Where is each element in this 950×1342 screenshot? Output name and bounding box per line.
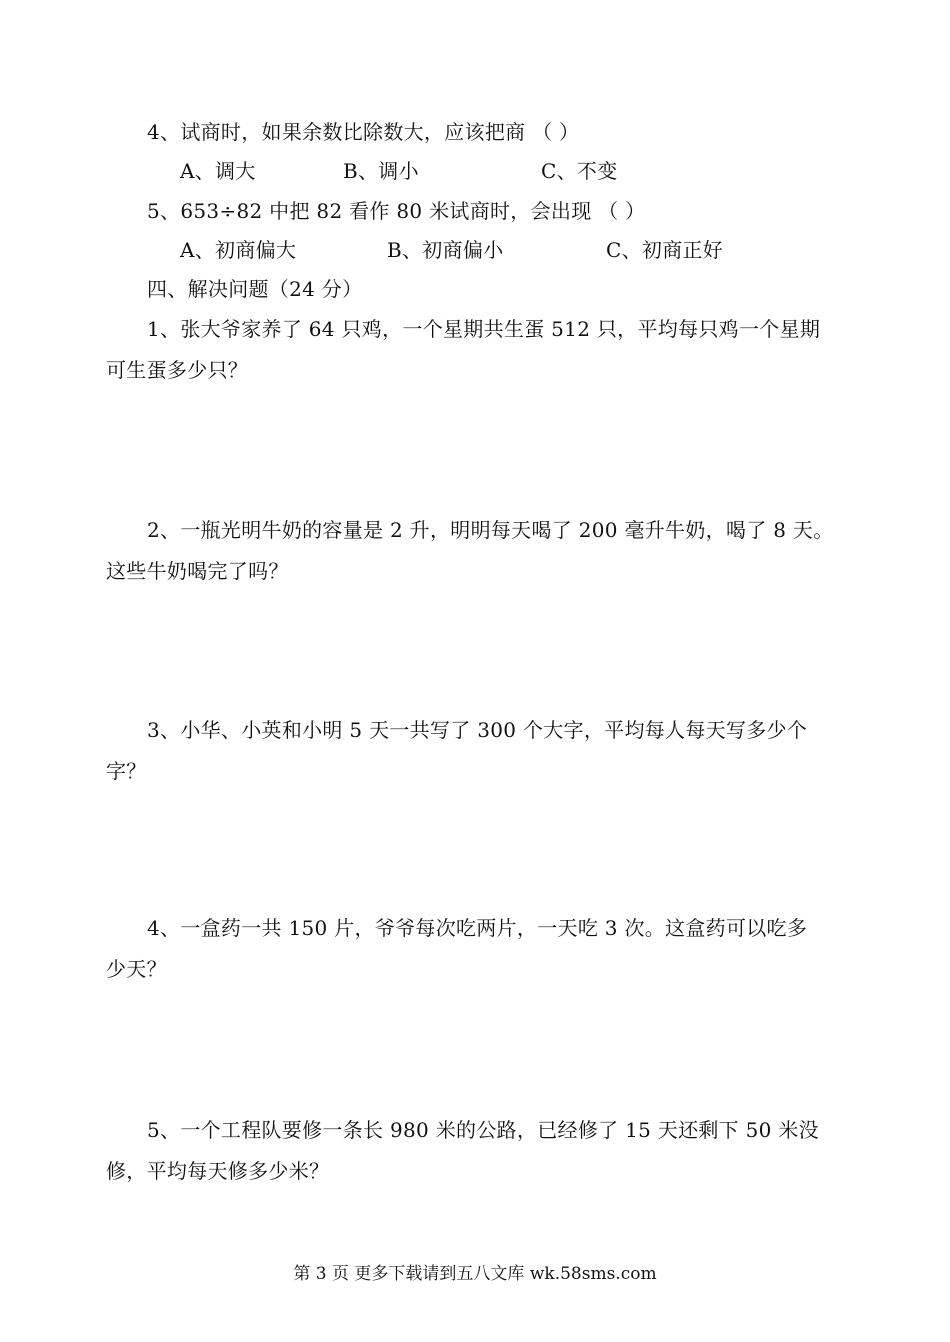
problem-1-line-2: 可生蛋多少只？ <box>106 358 249 382</box>
problem-2-line-2: 这些牛奶喝完了吗？ <box>106 559 289 583</box>
problem-1-line-1: 1、张大爷家养了 64 只鸡，一个星期共生蛋 512 只，平均每只鸡一个星期 <box>147 317 821 341</box>
problem-4-line-1: 4、一盒药一共 150 片，爷爷每次吃两片，一天吃 3 次。这盒药可以吃多 <box>147 916 808 940</box>
problem-2-line-1: 2、一瓶光明牛奶的容量是 2 升，明明每天喝了 200 毫升牛奶，喝了 8 天。 <box>147 518 834 542</box>
choice-question-5-option-b: B、初商偏小 <box>387 238 504 262</box>
problem-4-line-2: 少天？ <box>106 957 167 981</box>
choice-question-4-option-c: C、不变 <box>541 159 618 183</box>
choice-question-5-stem: 5、653÷82 中把 82 看作 80 米试商时，会出现 （ ） <box>147 199 646 223</box>
section-heading: 四、解决问题（24 分） <box>147 277 363 301</box>
choice-question-5-option-c: C、初商正好 <box>606 238 724 262</box>
page-footer: 第 3 页 更多下载请到五八文库 wk.58sms.com <box>293 1264 657 1284</box>
choice-question-5-option-a: A、初商偏大 <box>180 238 297 262</box>
problem-5-line-2: 修，平均每天修多少米？ <box>106 1159 330 1183</box>
problem-5-line-1: 5、一个工程队要修一条长 980 米的公路，已经修了 15 天还剩下 50 米没 <box>147 1118 819 1142</box>
choice-question-4-option-b: B、调小 <box>343 159 419 183</box>
problem-3-line-1: 3、小华、小英和小明 5 天一共写了 300 个大字，平均每人每天写多少个 <box>147 718 808 742</box>
problem-3-line-2: 字？ <box>106 759 147 783</box>
choice-question-4-option-a: A、调大 <box>180 159 256 183</box>
choice-question-4-stem: 4、试商时，如果余数比除数大，应该把商 （ ） <box>147 120 580 144</box>
